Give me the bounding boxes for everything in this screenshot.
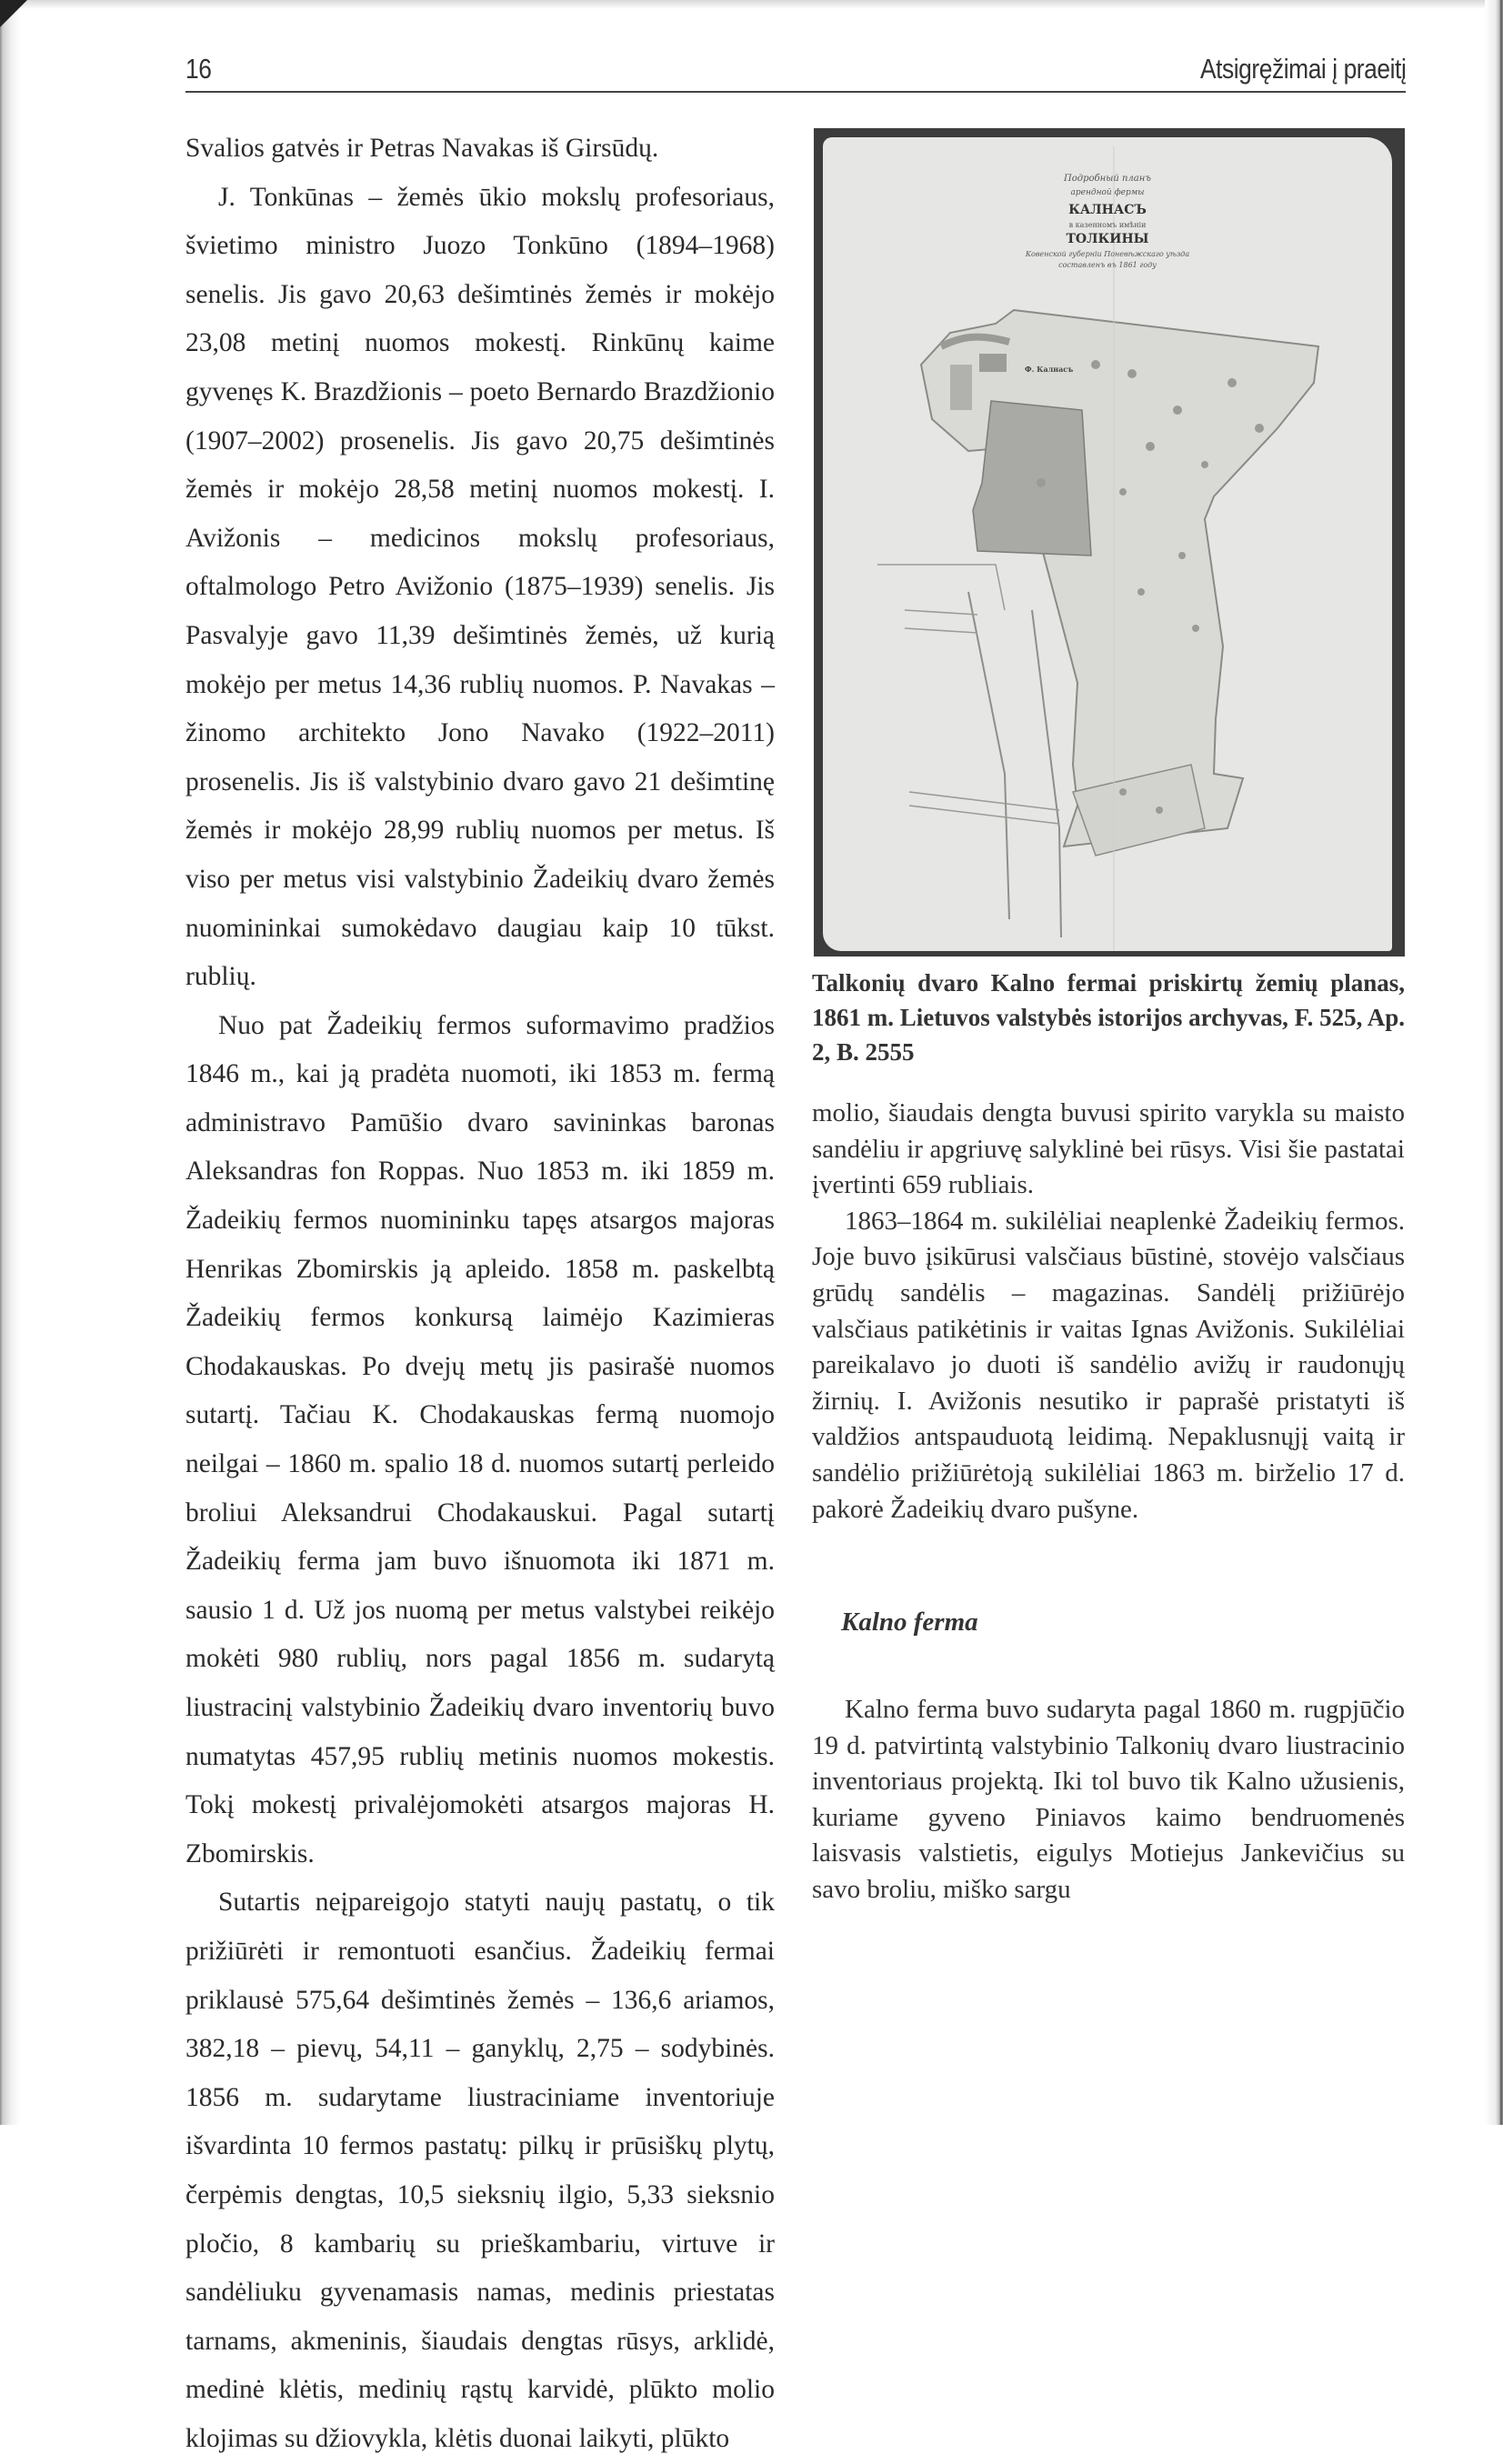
scan-edge-right — [1485, 0, 1503, 2125]
map-farm-label: Ф. Калнасъ — [1025, 365, 1074, 374]
section-heading: Kalno ferma — [841, 1608, 978, 1637]
right-column — [812, 1096, 1405, 1527]
map-title-line: составленъ въ 1861 году — [1058, 261, 1157, 269]
scan-shadow-top — [0, 0, 1503, 9]
map-drawing — [823, 137, 1392, 951]
scan-corner — [0, 0, 27, 27]
paragraph: J. Tonkūnas – žemės ūkio mokslų profesoriaus, švietimo ministro Juozo Tonkūno (1894–1968) senelis. Jis gavo 20,63 dešimtinės žemės ir mokėjo 23,08 metinį nuomos mokestį. Rinkūnų kaime gyvenęs K. Brazdžionis – poeto Bernardo Brazdžionio (1907–2002) prosenelis. Jis gavo 20,75 dešimtinės žemės ir mokėjo 28,58 metinį nuomos mokestį. I. Avižonis – medicinos mokslų profesoriaus, oftalmologo Petro Avižonio (1875–1939) senelis. Jis Pasvalyje gavo 11,39 dešimtinės žemės, už kurią mokėjo per metus 14,36 rublių nuomos. P. Navakas – žinomo architekto Jono Navako (1922–2011) prosenelis. Jis iš valstybinio dvaro gavo 21 dešimtinę žemės ir mokėjo 28,99 rublių nuomos per metus. Iš viso per metus visi valstybinio Žadeikių dvaro žemės nuomininkai sumokėdavo daugiau kaip 10 tūkst. rublių. — [185, 182, 775, 992]
map-title-line: в казенномъ имѣніи — [1068, 221, 1147, 229]
map-title-line: ТОЛКИНЫ — [1066, 232, 1149, 246]
figure-caption: Talkonių dvaro Kalno fermai priskirtų žemių planas, 1861 m. Lietuvos valstybės istorijos archyvas, F. 525, Ap. 2, B. 2555 — [812, 969, 1405, 1066]
paragraph: Svalios gatvės ir Petras Navakas iš Girsūdų. — [185, 134, 659, 163]
map-title-line: Подробный планъ — [1064, 174, 1151, 184]
running-head — [185, 45, 1406, 89]
paragraph: Nuo pat Žadeikių fermos suformavimo pradžios 1846 m., kai ją pradėta nuomoti, iki 1853 m. fermą administravo Pamūšio dvaro savininkas baronas Aleksandras fon Roppas. Nuo 1853 m. iki 1859 m. Žadeikių fermos nuomininku tapęs atsargos majoras Henrikas Zbomirskis ją apleido. 1858 m. paskelbtą Žadeikių fermos konkursą laimėjo Kazimieras Chodakauskas. Po dvejų metų jis pasirašė nuomos sutartį. Tačiau K. Chodakauskas fermą nuomojo neilgai – 1860 m. spalio 18 d. nuomos sutartį perleido broliui Aleksandrui Chodakauskui. Pagal sutartį Žadeikių ferma jam buvo išnuomota iki 1871 m. sausio 1 d. Už jos nuomą per metus valstybei reikėjo mokėti 980 rublių, nors pagal 1856 m. sudarytą liustracinį valstybinio Žadeikių dvaro inventorių buvo numatytas 457,95 rublių metinis nuomos mokestis. Tokį mokestį privalėjomokėti atsargos majoras H. Zbomirskis. — [185, 1010, 775, 1868]
map-title-line: КАЛНАСЪ — [1068, 203, 1147, 217]
historical-map-figure — [814, 128, 1405, 957]
section-title: Atsigręžimai į praeitį — [1199, 53, 1406, 85]
paragraph: molio, šiaudais dengta buvusi spirito varykla su maisto sandėliu ir apgriuvę salyklinė bei rūsys. Visi šie pastatai įvertinti 659 rubliais. — [812, 1098, 1405, 1200]
map-title-line: Ковенской губерніи Поневѣжскаго уѣзда — [1025, 250, 1190, 258]
header-rule — [185, 91, 1406, 93]
paragraph: Kalno ferma buvo sudaryta pagal 1860 m. rugpjūčio 19 d. patvirtintą valstybinio Talkonių dvaro liustracinio inventoriaus projektą. Iki tol buvo tik Kalno užusienis, kuriame gyveno Piniavos kaimo bendruomenės laisvasis valstietis, eigulys Motiejus Jankevičius su savo broliu, miško sargu — [812, 1695, 1405, 1904]
scan-binding-shadow — [0, 0, 20, 2125]
paragraph: 1863–1864 m. sukilėliai neaplenkė Žadeikių fermos. Joje buvo įsikūrusi valsčiaus būstinė, stovėjo valsčiaus grūdų sandėlis – magazinas. Sandėlį prižiūrėjo valsčiaus patikėtinis ir vaitas Ignas Avižonis. Sukilėliai pareikalavo jo duoti iš sandėlio avižų ir raudonųjų žirnių. I. Avižonis nesutiko ir paprašė pristatyti iš valdžios antspauduotą leidimą. Nepaklusnųjį vaitą ir sandėlio prižiūrėtoją sukilėliai 1863 m. birželio 17 d. pakorė Žadeikių dvaro pušyne. — [812, 1206, 1405, 1524]
paragraph: Sutartis neįpareigojo statyti naujų pastatų, o tik prižiūrėti ir remontuoti esančius. Žadeikių fermai priklausė 575,64 dešimtinės žemės – 136,6 ariamos, 382,18 – pievų, 54,11 – ganyklų, 2,75 – sodybinės. 1856 m. sudarytame liustraciniame inventoriuje išvardinta 10 fermos pastatų: pilkų ir prūsiškų plytų, čerpėmis dengtas, 10,5 sieksnių ilgio, 5,33 sieksnio pločio, 8 kambarių su prieškambariu, virtuve ir sandėliuku gyvenamasis namas, medinis priestatas tarnams, akmeninis, šiaudais dengtas rūsys, arklidė, medinė klėtis, medinių rąstų karvidė, plūkto molio klojimas su džiovykla, klėtis duonai laikyti, plūkto — [185, 1888, 775, 2453]
left-column — [185, 125, 775, 2464]
map-title-line: арендной фермы — [1070, 188, 1145, 197]
map-image — [823, 137, 1392, 951]
right-column-continued — [812, 1692, 1405, 1908]
page-number: 16 — [185, 53, 212, 85]
